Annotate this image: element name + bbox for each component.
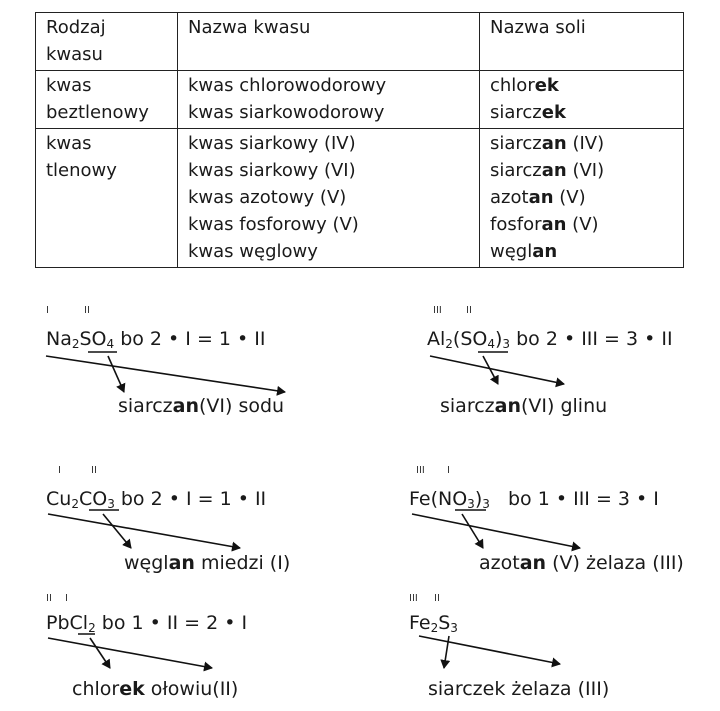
short-arrow: [462, 514, 483, 548]
salt-formula: $Al_2(SO_4)_3$ bo 2 • III = 3 • II: [427, 328, 673, 351]
valence-mark: II: [434, 593, 440, 604]
table-header-row: [36, 13, 684, 71]
acid-name: kwas chlorowodorowy: [188, 75, 387, 96]
salt-name-result: węglan miedzi (I): [124, 552, 291, 574]
salt-name: siarczan (VI): [490, 160, 605, 181]
short-arrow: [483, 356, 498, 384]
valence-mark: III: [409, 593, 418, 604]
header-salt-name: Nazwa soli: [480, 13, 684, 71]
salt-name: azotan (V): [490, 187, 586, 208]
salt-name: chlorek: [490, 75, 559, 96]
salt-name: siarczan (IV): [490, 133, 605, 154]
acid-type-cell: kwas beztlenowy: [36, 71, 178, 129]
salt-name-result: siarczek żelaza (III): [428, 678, 610, 700]
salt-name-result: chlorek ołowiu(II): [72, 678, 239, 700]
valence-mark: II: [91, 465, 97, 476]
acid-type-cell: kwas tlenowy: [36, 129, 178, 268]
short-arrow: [90, 638, 110, 668]
long-arrow: [48, 638, 212, 668]
salt-formula: $Fe_2S_3$: [409, 612, 458, 635]
valence-mark: I: [58, 465, 61, 476]
salt-name: węglan: [490, 241, 558, 262]
salt-name: siarczek: [490, 102, 566, 123]
header-acid-name: Nazwa kwasu: [178, 13, 480, 71]
salt-names-cell: [480, 129, 684, 268]
acid-name: kwas siarkowy (VI): [188, 160, 356, 181]
valence-mark: II: [466, 305, 472, 316]
acid-name: kwas azotowy (V): [188, 187, 347, 208]
short-arrow: [444, 636, 449, 668]
valence-mark: III: [433, 305, 442, 316]
valence-mark: I: [46, 305, 49, 316]
salt-name: fosforan (V): [490, 214, 599, 235]
table-row-oxygen-free: [36, 71, 684, 129]
valence-mark: I: [447, 465, 450, 476]
salt-name-result: siarczan(VI) sodu: [118, 395, 285, 417]
salt-formula: $Na_2SO_4$ bo 2 • I = 1 • II: [46, 328, 266, 351]
long-arrow: [46, 356, 285, 392]
valence-mark: II: [84, 305, 90, 316]
long-arrow: [430, 356, 564, 384]
valence-mark: II: [46, 593, 52, 604]
salt-name-result: azotan (V) żelaza (III): [479, 552, 684, 574]
salt-formula: $Cu_2CO_3$ bo 2 • I = 1 • II: [46, 488, 267, 511]
long-arrow: [48, 514, 240, 548]
acid-name: kwas węglowy: [188, 241, 318, 262]
acid-names-cell: [178, 71, 480, 129]
acid-name: kwas fosforowy (V): [188, 214, 359, 235]
valence-mark: III: [416, 465, 425, 476]
table-row-oxygen: [36, 129, 684, 268]
short-arrow: [103, 514, 131, 548]
acid-name: kwas siarkowy (IV): [188, 133, 356, 154]
valence-mark: I: [65, 593, 68, 604]
acid-salt-table: [35, 12, 684, 268]
acid-names-cell: [178, 129, 480, 268]
header-acid-type: Rodzaj kwasu: [36, 13, 178, 71]
short-arrow: [108, 356, 124, 392]
salt-formula: PbCl$_2$ bo 1 • II = 2 • I: [46, 612, 248, 635]
salt-formula: $Fe(NO_3)_3$ bo 1 • III = 3 • I: [409, 488, 659, 511]
long-arrow: [419, 636, 560, 664]
salt-names-cell: [480, 71, 684, 129]
salt-name-result: siarczan(VI) glinu: [440, 395, 608, 417]
long-arrow: [412, 514, 580, 548]
acid-name: kwas siarkowodorowy: [188, 102, 385, 123]
